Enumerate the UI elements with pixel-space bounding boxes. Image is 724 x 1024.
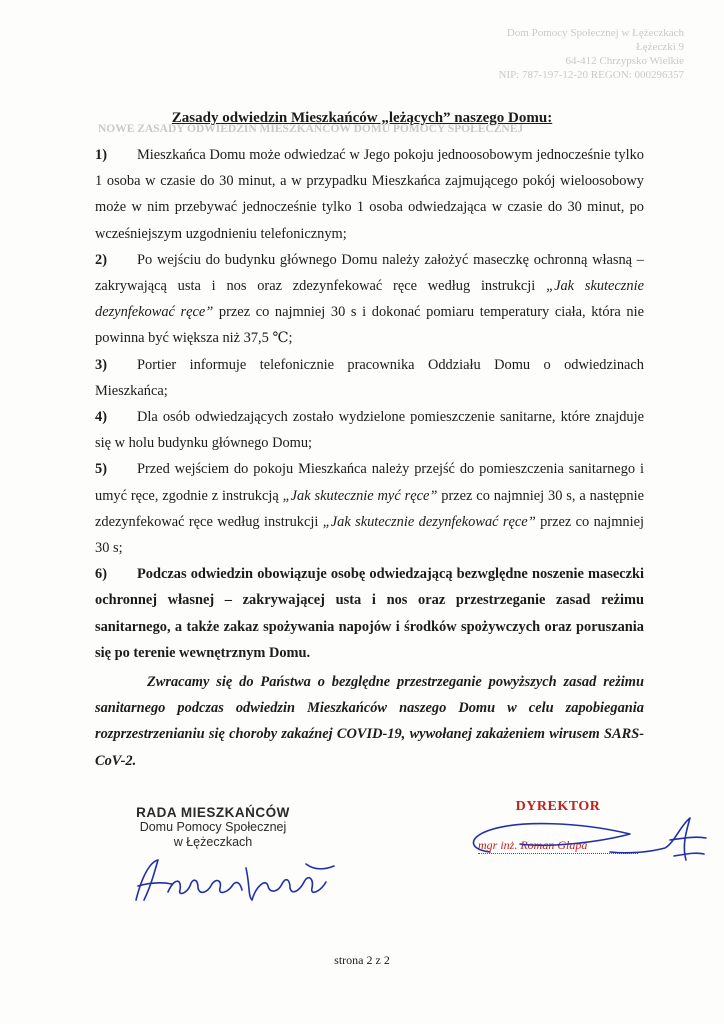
ghost-address — [484, 26, 684, 82]
director-signature — [460, 812, 710, 882]
rule-text-italic: „Jak skutecznie dezynfekować ręce” — [322, 513, 536, 530]
director-name: mgr inż. Roman Glapa — [478, 838, 638, 854]
rule-text: Dla osób odwiedzających zostało wydzielone pomieszczenie sanitarne, które znajduje się w holu budynku głównego Domu; — [95, 409, 644, 452]
rule-item — [95, 352, 644, 404]
rule-text: Mieszkańca Domu może odwiedzać w Jego pokoju jednoosobowym jednocześnie tylko 1 osoba w czasie do 30 minut, a w przypadku Mieszkańca zajmującego pokój wieloosobowy może w nim przebywać jednocześnie tylko 1 osoba odwiedzająca w czasie do 30 minut, po wcześniejszym uzgodnieniu telefonicznym; — [95, 147, 644, 242]
rule-item — [95, 247, 644, 352]
rule-text: przez co najmniej 30 s; — [95, 513, 644, 557]
ghost-address-line: NIP: 787-197-12-20 REGON: 000296357 — [498, 69, 684, 81]
ghost-address-line: Łężeczki 9 — [636, 41, 684, 53]
rule-number: 1) — [95, 147, 107, 163]
document-title: Zasady odwiedzin Mieszkańców „leżących” naszego Domu: — [171, 110, 553, 126]
rule-number: 5) — [95, 461, 107, 478]
rule-number: 4) — [95, 409, 107, 426]
council-stamp-title: RADA MIESZKAŃCÓW — [136, 805, 290, 820]
rules-list — [95, 142, 644, 666]
rule-text: przez co najmniej 30 s i dokonać pomiaru temperatury ciała, która nie powinna być większa niż 37,5 ℃; — [95, 304, 644, 347]
rule-text-italic: „Jak skutecznie myć ręce” — [282, 487, 438, 504]
council-stamp-line: Domu Pomocy Społecznej — [139, 820, 287, 834]
rule-text: przez co najmniej 30 s, a następnie zdezynfekować ręce według instrukcji — [95, 487, 644, 530]
rule-item — [95, 561, 644, 666]
closing-paragraph: Zwracamy się do Państwa o bezględne przestrzeganie powyższych zasad reżimu sanitarnego podczas odwiedzin Mieszkańców naszego Domu w celu zapobiegania rozprzestrzenianiu się choroby zakaźnej COVID-19, wywołanej zakażeniem wirusem SARS-CoV-2. — [95, 674, 644, 769]
rule-text: Podczas odwiedzin obowiązuje osobę odwiedzającą bezwględne noszenie maseczki ochronnej własnej – zakrywającej usta i nos oraz przestrzeganie zasad reżimu sanitarnego, a także zakaz spożywania napojów i środków spożywczych oraz poruszania się po terenie wewnętrznym Domu. — [95, 566, 644, 661]
director-stamp-title: DYREKTOR — [515, 799, 601, 814]
ghost-address-line: 64-412 Chrzypsko Wielkie — [565, 55, 684, 67]
council-stamp — [118, 805, 308, 850]
rule-text: Po wejściu do budynku głównego Domu należy założyć maseczkę ochronną własną – zakrywającą usta i nos oraz zdezynfekować ręce według instrukcji — [95, 251, 644, 295]
rule-item — [95, 142, 644, 247]
page-number: strona 2 z 2 — [334, 953, 390, 967]
ghost-heading: NOWE ZASADY ODWIEDZIN MIESZKAŃCÓW DOMU POMOCY SPOŁECZNEJ — [98, 123, 524, 135]
rule-number: 2) — [95, 251, 107, 268]
ghost-address-line: Dom Pomocy Społecznej w Łężeczkach — [506, 27, 684, 39]
rule-number: 6) — [95, 566, 107, 583]
rule-text: Portier informuje telefonicznie pracownika Oddziału Domu o odwiedzinach Mieszkańca; — [95, 356, 644, 399]
rule-text: Przed wejściem do pokoju Mieszkańca należy przejść do pomieszczenia sanitarnego i umyć ręce, zgodnie z instrukcją — [95, 461, 644, 504]
rule-number: 3) — [95, 356, 107, 373]
council-stamp-line: w Łężeczkach — [173, 835, 253, 849]
rule-text-italic: „Jak skutecznie dezynfekować ręce” — [95, 278, 644, 321]
council-signature — [128, 856, 338, 906]
rule-item — [95, 456, 644, 561]
rule-item — [95, 404, 644, 456]
